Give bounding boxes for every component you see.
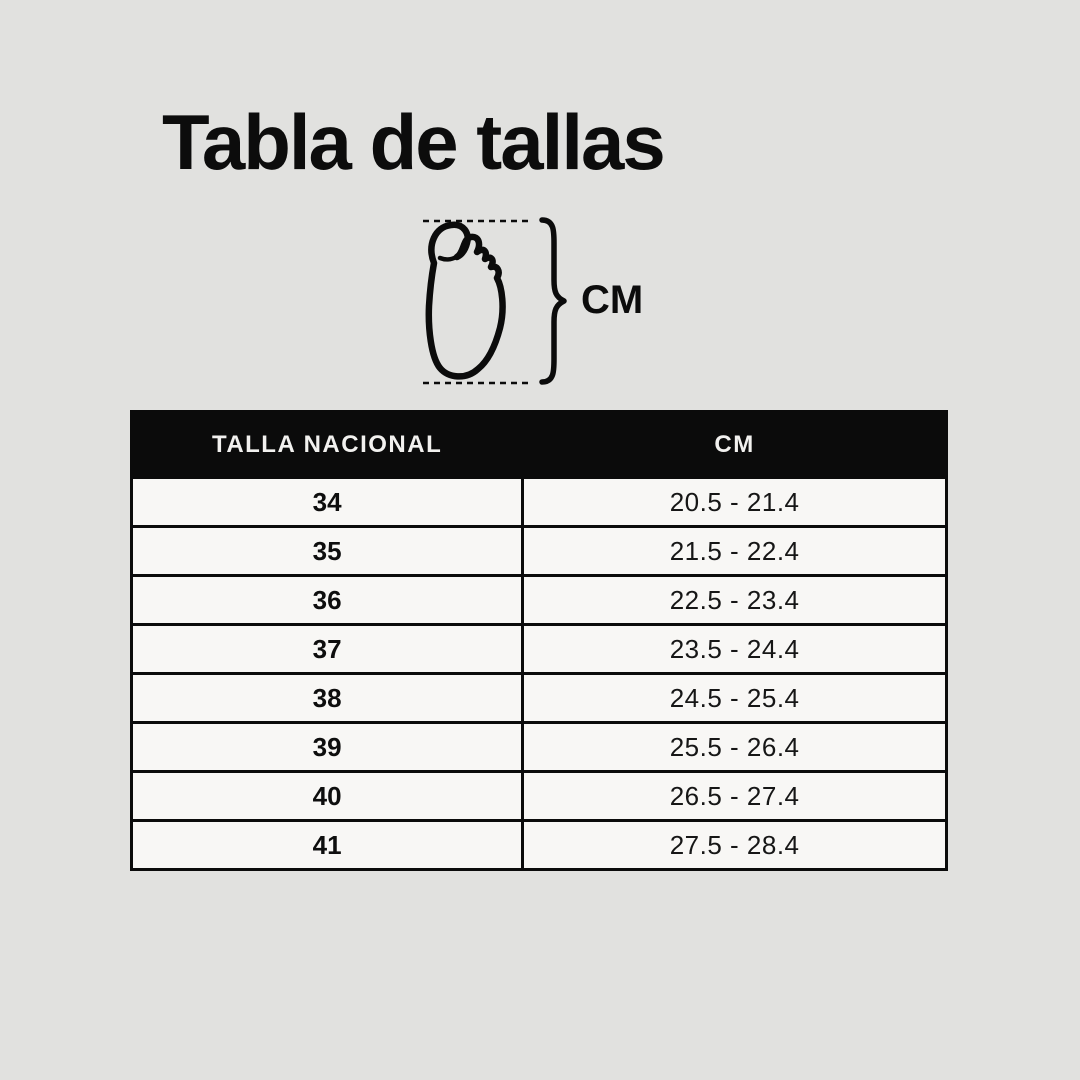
- header-talla-nacional: TALLA NACIONAL: [132, 412, 523, 478]
- cm-range-cell: 22.5 - 23.4: [523, 576, 947, 625]
- size-cell: 38: [132, 674, 523, 723]
- size-table-body: [132, 478, 947, 870]
- header-cm: CM: [523, 412, 947, 478]
- cm-range-cell: 25.5 - 26.4: [523, 723, 947, 772]
- size-table: [130, 410, 948, 871]
- table-row: [132, 527, 947, 576]
- foot-measurement-illustration: [413, 210, 673, 392]
- size-cell: 35: [132, 527, 523, 576]
- size-table-header: [132, 412, 947, 478]
- table-row: [132, 478, 947, 527]
- size-cell: 41: [132, 821, 523, 870]
- table-row: [132, 576, 947, 625]
- table-row: [132, 625, 947, 674]
- size-cell: 36: [132, 576, 523, 625]
- table-row: [132, 821, 947, 870]
- cm-range-cell: 20.5 - 21.4: [523, 478, 947, 527]
- size-cell: 34: [132, 478, 523, 527]
- size-cell: 40: [132, 772, 523, 821]
- table-row: [132, 723, 947, 772]
- unit-label: CM: [581, 278, 644, 322]
- cm-range-cell: 26.5 - 27.4: [523, 772, 947, 821]
- size-cell: 39: [132, 723, 523, 772]
- header-row: [132, 412, 947, 478]
- page-title: Tabla de tallas: [162, 98, 664, 186]
- table-row: [132, 772, 947, 821]
- cm-range-cell: 24.5 - 25.4: [523, 674, 947, 723]
- curly-brace-icon: [538, 217, 568, 385]
- size-cell: 37: [132, 625, 523, 674]
- table-row: [132, 674, 947, 723]
- cm-range-cell: 23.5 - 24.4: [523, 625, 947, 674]
- foot-sole-icon: [413, 210, 535, 392]
- cm-range-cell: 21.5 - 22.4: [523, 527, 947, 576]
- cm-range-cell: 27.5 - 28.4: [523, 821, 947, 870]
